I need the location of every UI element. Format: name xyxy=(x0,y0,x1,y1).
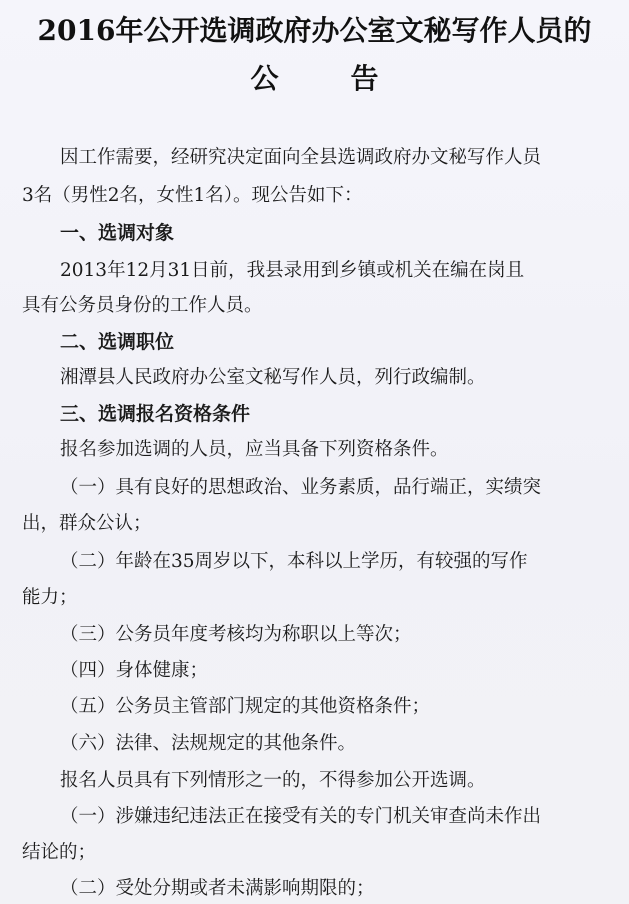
paragraph-exclusions-intro: 报名人员具有下列情形之一的，不得参加公开选调。 xyxy=(60,770,486,791)
paragraph-intro-line2: 3名（男性2名，女性1名）。现公告如下： xyxy=(22,185,363,206)
section-heading-qualifications: 三、选调报名资格条件 xyxy=(60,403,251,425)
exclusion-1-line2: 结论的； xyxy=(22,842,97,863)
condition-4: （四）身体健康； xyxy=(60,660,209,681)
condition-2-line2: 能力； xyxy=(22,587,78,608)
paragraph-position: 湘潭县人民政府办公室文秘写作人员，列行政编制。 xyxy=(60,367,486,388)
condition-1-line2: 出，群众公认； xyxy=(22,513,152,534)
paragraph-qualifications-intro: 报名参加选调的人员，应当具备下列资格条件。 xyxy=(60,439,449,460)
announcement-title: 2016年公开选调政府办公室文秘写作人员的 xyxy=(37,14,592,47)
exclusion-1-line1: （一）涉嫌违纪违法正在接受有关的专门机关审查尚未作出 xyxy=(60,806,542,827)
condition-1-line1: （一）具有良好的思想政治、业务素质，品行端正，实绩突 xyxy=(60,477,542,498)
condition-6: （六）法律、法规规定的其他条件。 xyxy=(60,733,357,754)
condition-5: （五）公务员主管部门规定的其他资格条件； xyxy=(60,696,431,717)
section-heading-position: 二、选调职位 xyxy=(60,331,175,353)
paragraph-target-line1: 2013年12月31日前，我县录用到乡镇或机关在编在岗且 xyxy=(60,260,525,281)
condition-3: （三）公务员年度考核均为称职以上等次； xyxy=(60,624,412,645)
paragraph-intro-line1: 因工作需要，经研究决定面向全县选调政府办文秘写作人员 xyxy=(60,147,542,168)
paragraph-target-line2: 具有公务员身份的工作人员。 xyxy=(22,295,263,316)
condition-2-line1: （二）年龄在35周岁以下，本科以上学历，有较强的写作 xyxy=(60,551,528,572)
section-heading-target: 一、选调对象 xyxy=(60,222,175,244)
announcement-subtitle: 公告 xyxy=(250,62,451,95)
exclusion-2: （二）受处分期或者未满影响期限的； xyxy=(60,878,375,899)
